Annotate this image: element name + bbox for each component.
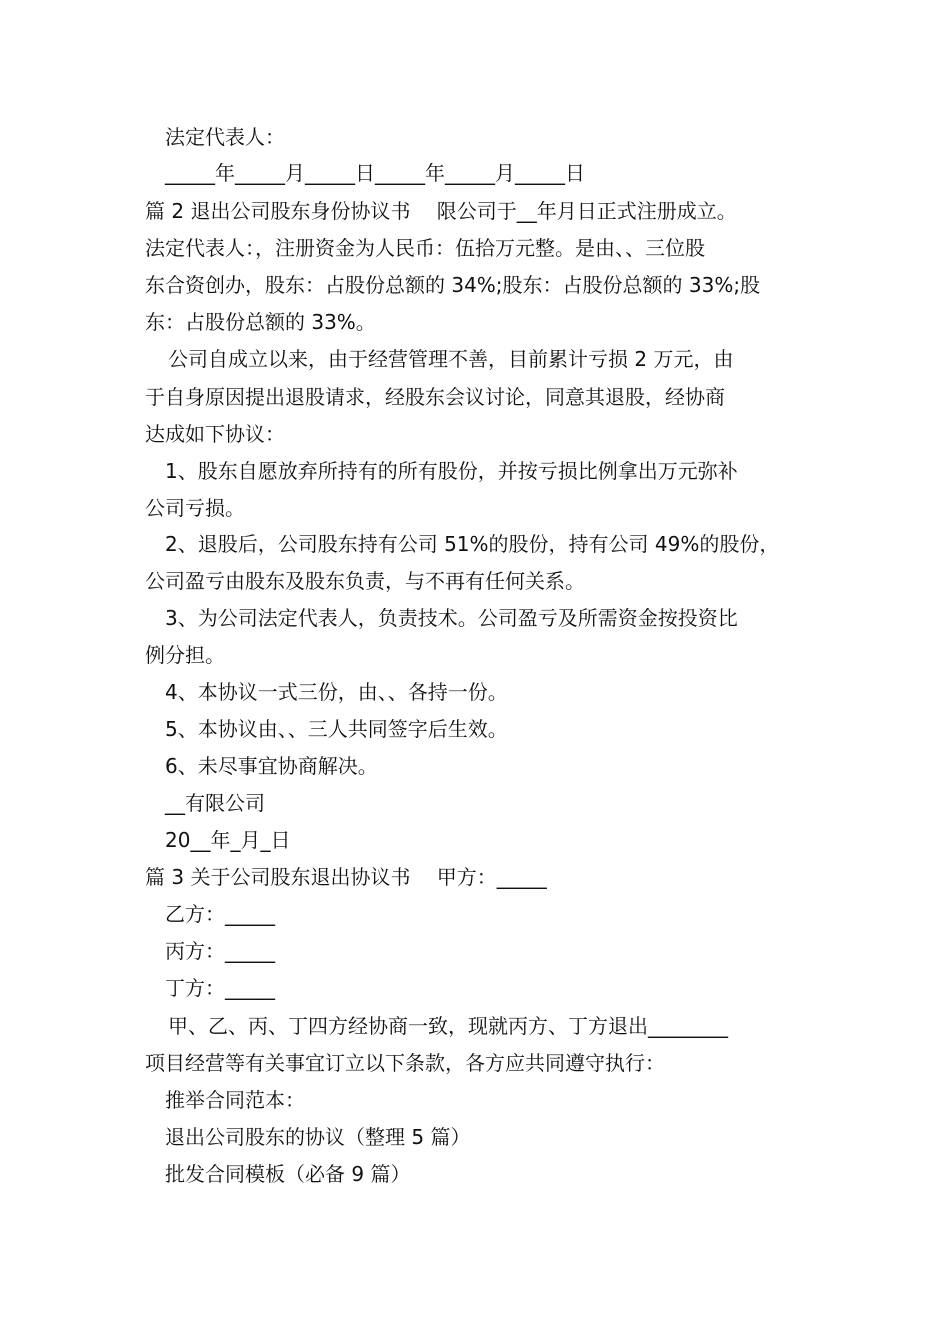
clause-line: 4、本协议一式三份，由、、各持一份。 — [165, 680, 508, 704]
recommend-link[interactable]: 批发合同模板（必备 9 篇） — [165, 1162, 411, 1186]
signature-date-line: 20__年_月_日 — [165, 828, 291, 852]
signature-company-line: __有限公司 — [165, 791, 265, 815]
recommend-label: 推举合同范本： — [165, 1088, 305, 1112]
text-line: 达成如下协议： — [145, 422, 285, 446]
clause-line: 3、为公司法定代表人，负责技术。公司盈亏及所需资金按投资比 — [165, 606, 738, 630]
text-line: 法定代表人：，注册资金为人民币：伍拾万元整。是由、、三位股 — [145, 236, 705, 260]
clause-line: 6、未尽事宜协商解决。 — [165, 754, 378, 778]
text-line: 例分担。 — [145, 643, 225, 667]
party-line: 乙方：_____ — [165, 902, 275, 926]
text-line: 法定代表人： — [165, 125, 285, 149]
section-heading-line: 篇 3 关于公司股东退出协议书 甲方：_____ — [145, 865, 547, 889]
text-line: 东：占股份总额的 33%。 — [145, 310, 376, 334]
text-line: _____年_____月_____日_____年_____月_____日 — [165, 161, 585, 185]
party-line: 丙方：_____ — [165, 939, 275, 963]
recommend-link[interactable]: 退出公司股东的协议（整理 5 篇） — [165, 1125, 471, 1149]
clause-line: 5、本协议由、、三人共同签字后生效。 — [165, 717, 508, 741]
clause-line: 1、股东自愿放弃所持有的所有股份，并按亏损比例拿出万元弥补 — [165, 459, 738, 483]
text-line: 甲、乙、丙、丁四方经协商一致，现就丙方、丁方退出________ — [168, 1014, 728, 1038]
text-line: 公司自成立以来，由于经营管理不善，目前累计亏损 2 万元，由 — [168, 347, 734, 371]
section-heading-line: 篇 2 退出公司股东身份协议书 限公司于__年月日正式注册成立。 — [145, 199, 737, 223]
text-line: 于自身原因提出退股请求，经股东会议讨论，同意其退股，经协商 — [145, 385, 725, 409]
text-line: 公司盈亏由股东及股东负责，与不再有任何关系。 — [145, 569, 585, 593]
party-line: 丁方：_____ — [165, 976, 275, 1000]
clause-line: 2、退股后，公司股东持有公司 51%的股份，持有公司 49%的股份， — [165, 532, 780, 556]
text-line: 东合资创办，股东：占股份总额的 34%;股东：占股份总额的 33%;股 — [145, 273, 761, 297]
text-line: 公司亏损。 — [145, 496, 245, 520]
text-line: 项目经营等有关事宜订立以下条款，各方应共同遵守执行： — [145, 1051, 665, 1075]
